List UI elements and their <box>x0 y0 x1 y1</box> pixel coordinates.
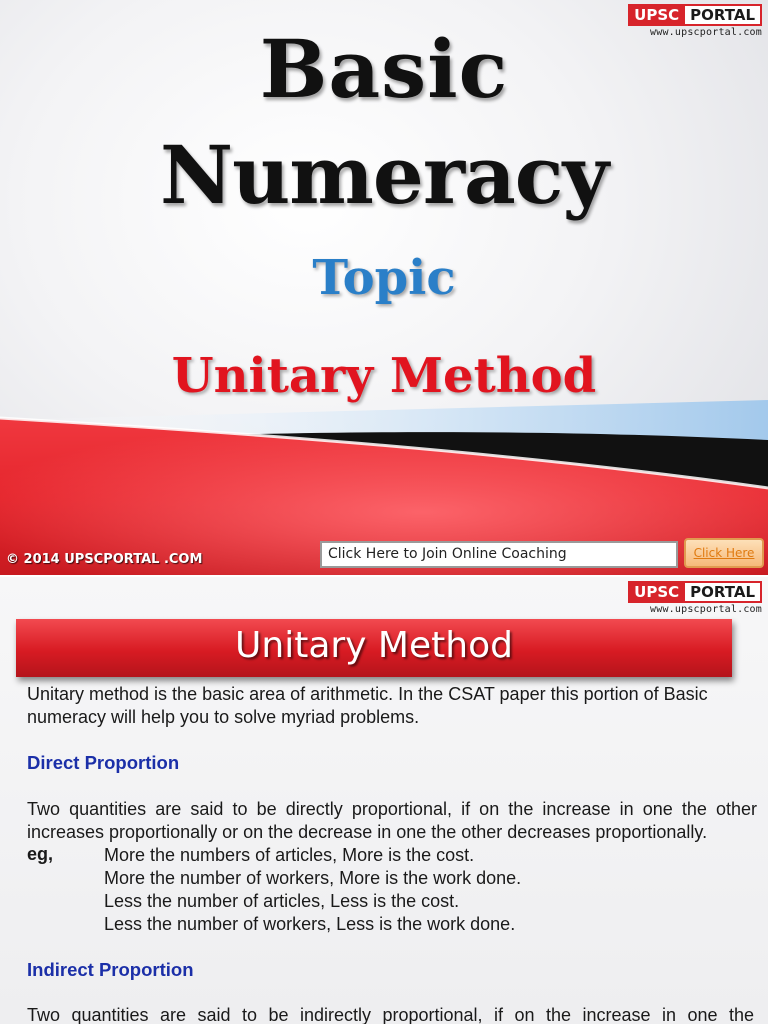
topic-name: Unitary Method <box>171 348 597 404</box>
logo-portal-text: PORTAL <box>685 581 762 603</box>
content-slide <box>0 577 768 1024</box>
section-banner <box>16 619 732 677</box>
logo-portal-text: PORTAL <box>685 4 762 26</box>
example-item: Less the number of workers, Less is the work done. <box>104 914 516 934</box>
logo-url: www.upscportal.com <box>650 27 762 38</box>
logo-url: www.upscportal.com <box>650 604 762 615</box>
click-here-button[interactable]: Click Here <box>684 538 764 568</box>
example-label: eg, <box>27 844 54 864</box>
indirect-proportion-paragraph: Two quantities are said to be indirectly proportional, if on the increase in one the <box>27 1005 754 1024</box>
intro-paragraph: Unitary method is the basic area of arithmetic. In the CSAT paper this portion of Basic numeracy will help you to solve myriad problems. <box>27 684 708 727</box>
banner-title: Unitary Method <box>235 625 513 666</box>
title-basic: Basic <box>259 22 509 116</box>
logo-upsc-text: UPSC <box>628 4 685 26</box>
join-coaching-box[interactable]: Click Here to Join Online Coaching <box>320 541 678 568</box>
example-item: More the number of workers, More is the work done. <box>104 868 522 888</box>
example-item: Less the number of articles, Less is the cost. <box>104 891 460 911</box>
direct-proportion-heading: Direct Proportion <box>27 752 180 773</box>
example-item: More the numbers of articles, More is the cost. <box>104 845 475 865</box>
title-numeracy: Numeracy <box>159 128 608 222</box>
upscportal-logo <box>628 581 762 615</box>
topic-label: Topic <box>312 250 456 306</box>
indirect-proportion-heading: Indirect Proportion <box>27 959 194 980</box>
copyright-text: © 2014 UPSCPORTAL .COM <box>6 552 203 567</box>
direct-proportion-paragraph: Two quantities are said to be directly proportional, if on the increase in one the other increases proportionally or on the decrease in one the other decreases proportionally. <box>27 799 757 842</box>
logo-upsc-text: UPSC <box>628 581 685 603</box>
